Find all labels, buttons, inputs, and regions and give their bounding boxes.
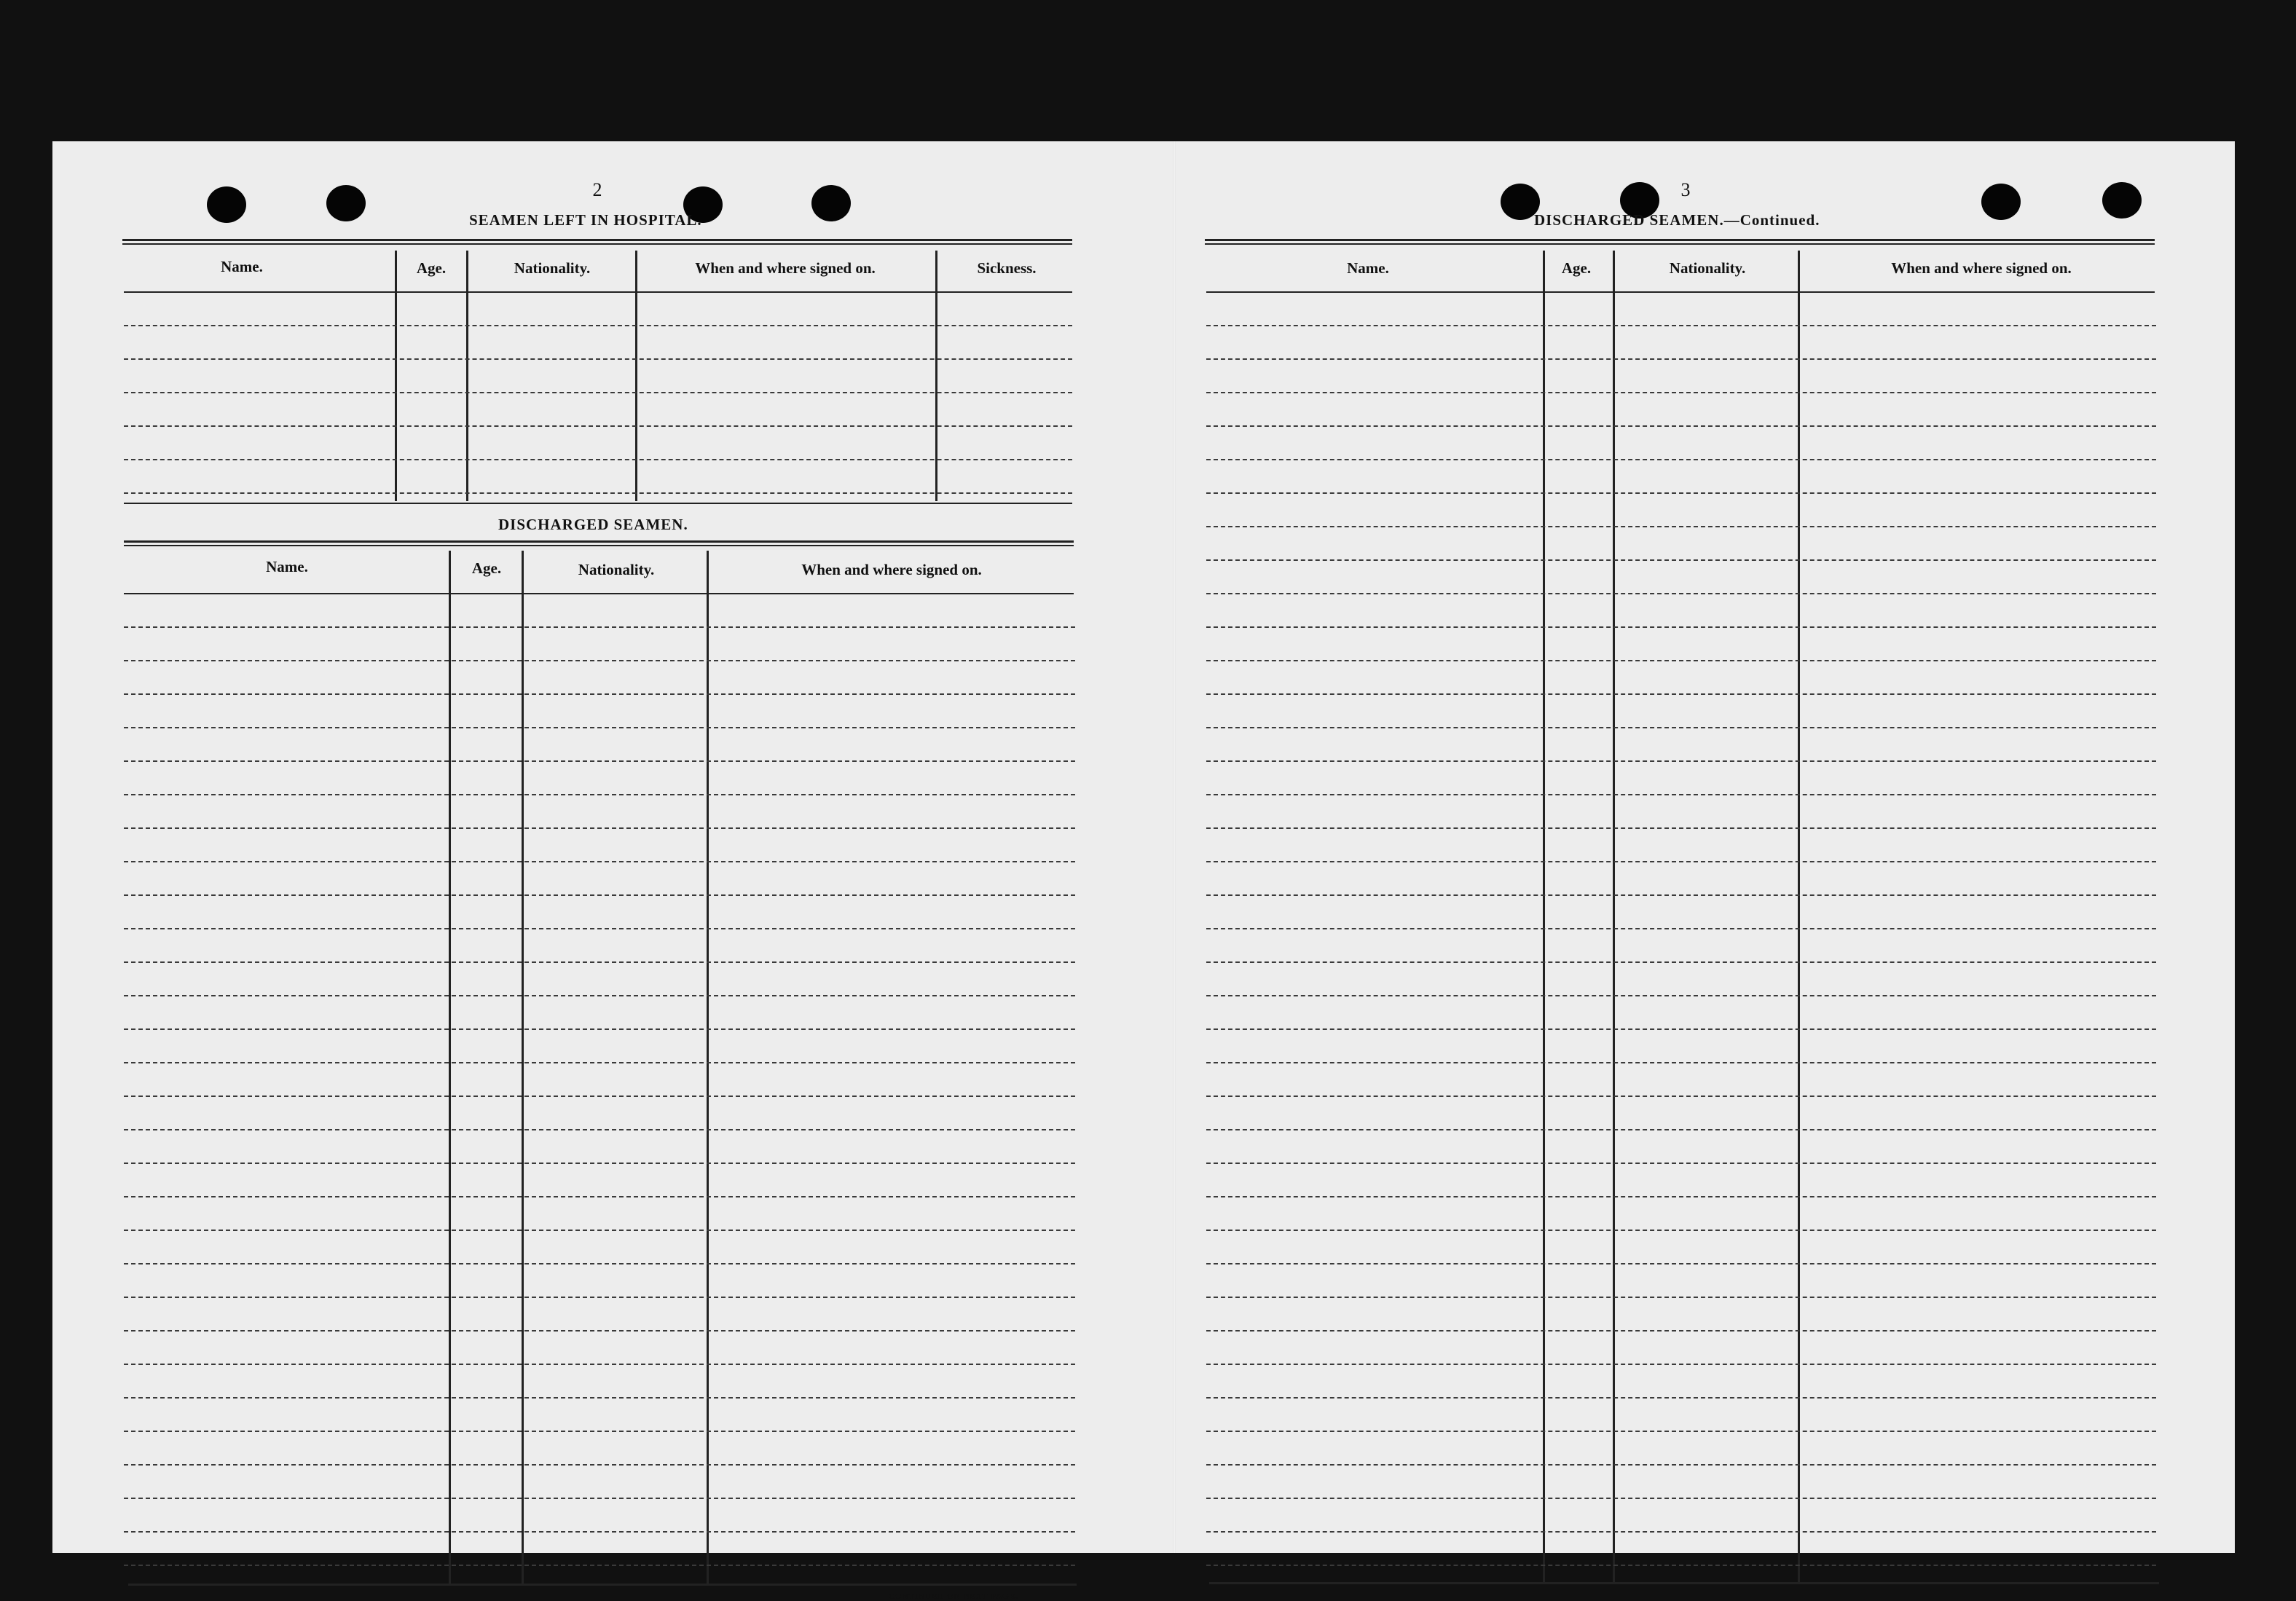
hospital-top-rule	[122, 239, 1072, 241]
entry-line	[1206, 526, 2156, 527]
entry-line	[124, 459, 1072, 460]
entry-line	[1206, 894, 2156, 896]
entry-line	[1206, 1129, 2156, 1130]
entry-line	[1206, 1364, 2156, 1365]
entry-line	[1206, 1095, 2156, 1097]
entry-line	[124, 1163, 1075, 1164]
entry-line	[124, 392, 1072, 393]
entry-line	[124, 1263, 1075, 1264]
hospital-col-signed-on: When and where signed on.	[695, 259, 876, 277]
entry-line	[1206, 827, 2156, 829]
entry-line	[124, 325, 1072, 326]
page-gutter	[1173, 141, 1176, 1553]
entry-line	[1206, 1196, 2156, 1197]
entry-line	[1206, 961, 2156, 963]
discharged-col-divider	[449, 551, 451, 1584]
entry-line	[1206, 1230, 2156, 1231]
entry-line	[1206, 794, 2156, 795]
entry-line	[1206, 928, 2156, 929]
continued-header-underline	[1206, 291, 2155, 293]
entry-line	[124, 1531, 1075, 1533]
entry-line	[1206, 459, 2156, 460]
continued-col-divider	[1543, 251, 1545, 1582]
continued-note: CONTINUED ON NEXT PAGE.	[889, 1592, 1018, 1601]
entry-line	[124, 1028, 1075, 1030]
entry-line	[1206, 1163, 2156, 1164]
entry-line	[1206, 1330, 2156, 1331]
entry-line	[124, 1431, 1075, 1432]
hospital-col-age: Age.	[416, 259, 447, 277]
discharged-col-nationality: Nationality.	[578, 561, 655, 578]
entry-line	[124, 1129, 1075, 1130]
hospital-col-divider	[935, 251, 937, 501]
entry-line	[1206, 1028, 2156, 1030]
entry-line	[124, 1565, 1075, 1566]
entry-line	[1206, 626, 2156, 628]
entry-line	[1206, 1565, 2156, 1566]
entry-line	[1206, 861, 2156, 862]
entry-line	[1206, 1062, 2156, 1063]
discharged-bottom-rule	[128, 1584, 1077, 1586]
entry-line	[1206, 995, 2156, 996]
entry-line	[124, 1397, 1075, 1399]
entry-line	[1206, 1498, 2156, 1499]
entry-line	[124, 961, 1075, 963]
discharged-col-signed-on: When and where signed on.	[801, 561, 982, 578]
entry-line	[124, 425, 1072, 427]
entry-line	[1206, 492, 2156, 494]
entry-line	[1206, 392, 2156, 393]
entry-line	[124, 760, 1075, 762]
punch-hole	[1981, 184, 2021, 220]
continued-col-signed-on: When and where signed on.	[1891, 259, 2072, 277]
discharged-header-underline	[124, 593, 1074, 594]
entry-line	[124, 1330, 1075, 1331]
entry-line	[124, 1230, 1075, 1231]
entry-line	[124, 1364, 1075, 1365]
continued-top-rule	[1205, 243, 2155, 245]
continued-col-divider	[1613, 251, 1615, 1582]
entry-line	[124, 794, 1075, 795]
entry-line	[1206, 1531, 2156, 1533]
hospital-bottom-rule	[124, 503, 1072, 504]
hospital-header-underline	[124, 291, 1072, 293]
discharged-continued-title: DISCHARGED SEAMEN.—Continued.	[1534, 211, 1820, 229]
hospital-col-sickness: Sickness.	[977, 259, 1037, 277]
discharged-col-name: Name.	[266, 558, 308, 575]
entry-line	[124, 861, 1075, 862]
continued-top-rule	[1205, 239, 2155, 241]
continued-col-age: Age.	[1561, 259, 1592, 277]
hospital-col-nationality: Nationality.	[514, 259, 591, 277]
entry-line	[124, 1062, 1075, 1063]
discharged-col-age: Age.	[471, 559, 502, 577]
entry-line	[1206, 1297, 2156, 1298]
hospital-col-divider	[466, 251, 468, 501]
entry-line	[124, 894, 1075, 896]
entry-line	[1206, 425, 2156, 427]
entry-line	[124, 660, 1075, 661]
discharged-col-divider	[707, 551, 709, 1584]
entry-line	[1206, 1397, 2156, 1399]
entry-line	[124, 1095, 1075, 1097]
page-number-right: 3	[1680, 179, 1691, 200]
document-spread	[52, 141, 2235, 1601]
discharged-top-rule	[124, 540, 1074, 543]
continued-col-name: Name.	[1347, 259, 1389, 277]
entry-line	[124, 693, 1075, 695]
punch-hole	[2102, 182, 2142, 219]
punch-hole	[326, 185, 366, 221]
entry-line	[124, 995, 1075, 996]
entry-line	[1206, 325, 2156, 326]
discharged-section-title: DISCHARGED SEAMEN.	[498, 516, 688, 533]
entry-line	[124, 1196, 1075, 1197]
entry-line	[124, 827, 1075, 829]
entry-line	[1206, 559, 2156, 561]
entry-line	[1206, 1464, 2156, 1466]
discharged-top-rule	[124, 545, 1074, 546]
entry-line	[1206, 693, 2156, 695]
entry-line	[124, 928, 1075, 929]
entry-line	[124, 1297, 1075, 1298]
entry-line	[124, 727, 1075, 728]
entry-line	[1206, 727, 2156, 728]
entry-line	[1206, 593, 2156, 594]
entry-line	[124, 1464, 1075, 1466]
hospital-col-divider	[635, 251, 637, 501]
entry-line	[1206, 1431, 2156, 1432]
continued-bottom-rule	[1209, 1582, 2159, 1584]
page-number-left: 2	[592, 179, 602, 200]
entry-line	[124, 626, 1075, 628]
hospital-top-rule	[122, 243, 1072, 245]
continued-col-divider	[1798, 251, 1800, 1582]
entry-line	[1206, 358, 2156, 360]
hospital-col-divider	[395, 251, 397, 501]
hospital-section-title: SEAMEN LEFT IN HOSPITAL.	[469, 211, 702, 229]
punch-hole	[207, 186, 246, 223]
entry-line	[124, 1498, 1075, 1499]
continued-col-nationality: Nationality.	[1669, 259, 1746, 277]
hospital-col-name: Name.	[221, 258, 263, 275]
discharged-col-divider	[522, 551, 524, 1584]
entry-line	[1206, 760, 2156, 762]
punch-hole	[811, 185, 851, 221]
entry-line	[124, 358, 1072, 360]
entry-line	[1206, 660, 2156, 661]
entry-line	[1206, 1263, 2156, 1264]
entry-line	[124, 492, 1072, 494]
